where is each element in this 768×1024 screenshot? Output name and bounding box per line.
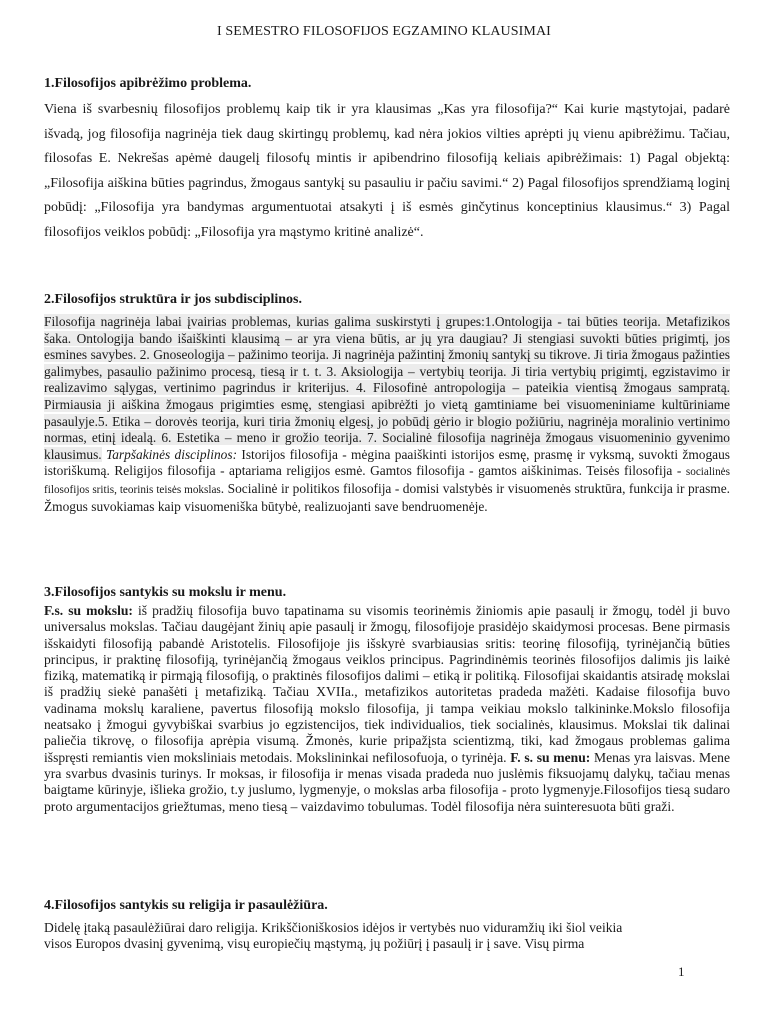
section-2-main-text: Filosofija nagrinėja labai įvairias problemas, kurias galima suskirstyti į grupes:1.Ontologija - tai būties teorija. Metafizikos šaka. Ontologija bando išaiškinti klausimą – ar yra viena būtis, ar jų yra daugiau? Ji stengiasi suvokti būties prigimtį, jos esmines savybes. 2. Gnoseologija – pažinimo teorija. Ji nagrinėja pažintinį žmonių santykį su tikrove. Ji tiria žmogaus pažinties galimybes, pasaulio pažinimo procesą, tiesą ir t. t. 3. Aksiologija – vertybių teorija. Ji tiria vertybių prigimtį, egzistavimo ir realizavimo sąlygas, vertinimo pagrindus ir kriterijus. 4. Filosofinė antropologija – pateikia vientisą žmogaus sampratą. Pirmiausia ji aiškina žmogaus prigimties esmę, stengiasi apibrėžti jo vietą gamtiniame bei visuomeniniame kultūriniame pasaulyje.5. Etika – dorovės teorija, kuri tiria žmonių elgesį, jo pobūdį gėrio ir blogio požiūriu, nagrinėja moralinio vertinimo normas, etinį idealą. 6. Estetika – meno ir grožio teorija. 7. Socialinė filosofija nagrinėja žmogaus visuomeninio gyvenimo klausimus. bbox=[44, 314, 730, 462]
section-4-line-1: Didelę įtaką pasaulėžiūrai daro religija. Krikščioniškosios idėjos ir vertybės nuo viduramžių iki šiol veikia bbox=[44, 920, 623, 935]
section-2-text bbox=[44, 314, 730, 515]
section-3-text-art: Menas yra laisvas. Mene yra svarbus dvasinis turinys. Ir moksas, ir filosofija ir menas visada pradeda nuo juslėmis fiksuojamų dalykų, tačiau menas baigtame kūrinyje, išlieka grožio, t.y juslumo, lygmenyje, o mokslas arba filosofija - proto lygmenyje.Filosofijos tiesą sudaro proto argumentacijos griežtumas, meno tiesą – vaizdavimo tobulumas. Todėl filosofija nėra suinteresuota būti graži. bbox=[44, 749, 730, 814]
section-1-heading: 1.Filosofijos apibrėžimo problema. bbox=[44, 76, 252, 91]
section-3-text-science: iš pradžių filosofija buvo tapatinama su visomis teorinėmis žiniomis apie pasaulį ir žmogų, todėl ji buvo universalus mokslas. Tačiau daugėjant žinių apie pasaulį ir žmogų, filosofijoje prasidėjo skaidymosi procesas. Bene pirmasis išskaidyti filosofiją pabandė Aristotelis. Filosofijoje jis išskyrė svarbiausias sritis: teorinę filosofiją, tyrinėjančią būties principus, ir praktinę filosofiją, tyrinėjančią žmogaus veiklos principus. Pagrindinėmis teorinės filosofijos dalimis jis laikė fiziką, matematiką ir pirmąją filosofiją, o praktinės filosofijos dalimi – etiką ir politiką. Filosofijai skaidantis atsiradę mokslai iš pradžių siekė panašėti į metafiziką. Tačiau XVIIa., metafizikos autoritetas pradeda mažėti. Kadaise filosofija buvo vadinama mokslų karaliene, pavertus filosofiją mokslo filosofija, ji tampa veikiau mokslo talkininke.Mokslo filosofija neatsako į žmogui gyvybiškai svarbius jo egzistencijos, tiek individualios, tiek socialinės, klausimus. Mokslai tik dalinai paliečia tikrovę, o filosofija aprėpia visumą. Žmonės, kurie pripažįsta scientizmą, tiki, kad žmogaus problemas galima išspręsti remiantis vien moksliniais metodais. Mokslininkai nefilosofuoja, o tyrinėja. bbox=[44, 603, 730, 765]
section-1 bbox=[44, 76, 730, 245]
section-3-heading: 3.Filosofijos santykis su mokslu ir menu. bbox=[44, 585, 287, 600]
section-3 bbox=[44, 585, 730, 815]
section-4-line-2: visos Europos dvasinį gyvenimą, visų europiečių mąstymą, jų požiūrį į pasaulį ir į save. Visų pirma bbox=[44, 936, 585, 952]
section-4-heading: 4.Filosofijos santykis su religija ir pasaulėžiūra. bbox=[44, 898, 328, 913]
section-2-heading: 2.Filosofijos struktūra ir jos subdisciplinos. bbox=[44, 292, 303, 307]
section-2-sub-small: socialinės filosofijos sritis, teorinis teisės mokslas bbox=[44, 466, 730, 496]
section-3-text bbox=[44, 603, 730, 815]
section-4 bbox=[44, 898, 730, 953]
section-2-sub-text: Istorijos filosofija - mėgina paaiškinti istorijos esmę, prasmę ir vyksmą, suvokti žmogaus istoriškumą. Religijos filosofija - aptariama religijos esmė. Gamtos filosofija - gamtos aiškinimas. Teisės filosofija - bbox=[44, 446, 730, 479]
page-title: I SEMESTRO FILOSOFIJOS EGZAMINO KLAUSIMAI bbox=[217, 24, 551, 39]
page-number: 1 bbox=[678, 964, 685, 979]
section-2-sub-label: Tarpšakinės disciplinos: bbox=[105, 446, 238, 462]
section-1-text: Viena iš svarbesnių filosofijos problemų kaip tik ir yra klausimas „Kas yra filosofija?“ Kai kurie mąstytojai, padarė išvadą, jog filosofija nagrinėja tiek daug skirtingų problemų, kad nėra jokios vilties aprėpti jų vienu apibrėžimu. Tačiau, filosofas E. Nekrešas apėmė daugelį filosofų mintis ir apibendrino filosofiją keliais apibrėžimais: 1) Pagal objektą: „Filosofija aiškina būties pagrindus, žmogaus santykį su pasauliu ir pačiu savimi.“ 2) Pagal filosofijos sprendžiamą loginį pobūdį: „Filosofija yra bandymas argumentuotai atsakyti į iš esmės ginčytinus konceptinius klausimus.“ 3) Pagal filosofijos veiklos pobūdį: „Filosofija yra mąstymo kritinė analizė“. bbox=[44, 102, 730, 240]
section-2 bbox=[44, 292, 730, 515]
section-3-label-science: F.s. su mokslu: bbox=[44, 603, 133, 618]
section-3-label-art: F. s. su menu: bbox=[510, 749, 591, 765]
section-2-sub-end: . Socialinė ir politikos filosofija - domisi valstybės ir visuomenės struktūra, funkcija ir prasme. Žmogus suvokiamas kaip visuomeniška būtybė, realizuojanti save bendruomenėje. bbox=[44, 480, 730, 514]
section-4-text bbox=[44, 920, 730, 953]
